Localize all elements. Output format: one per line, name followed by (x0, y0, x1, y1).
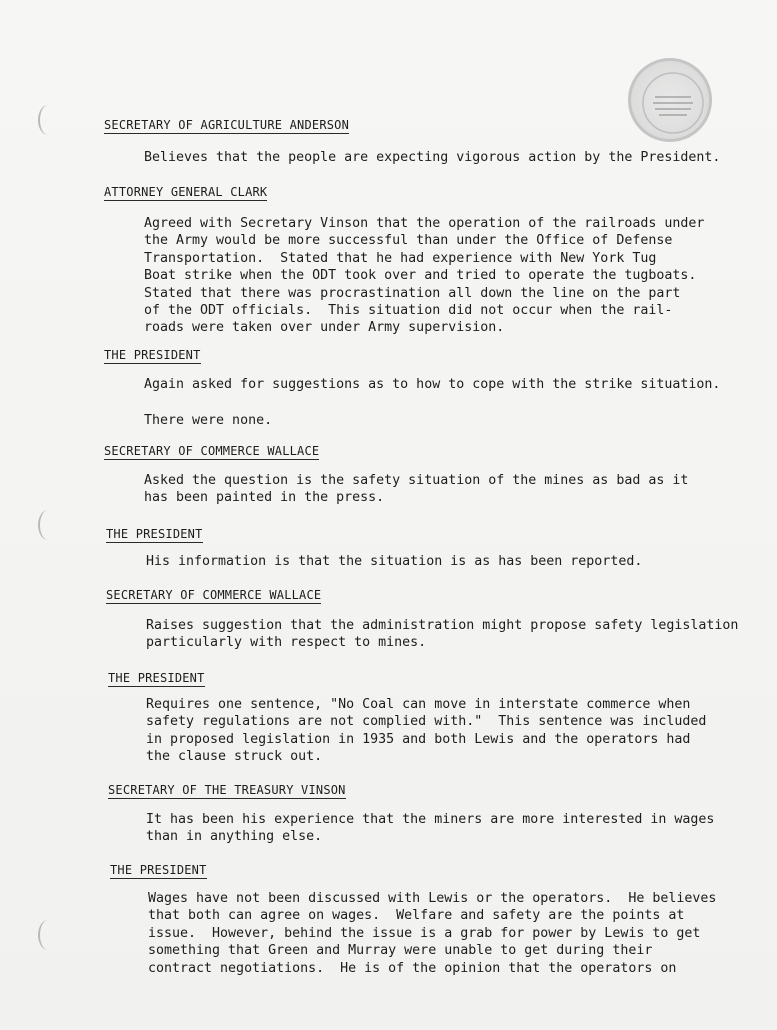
statement-text: Wages have not been discussed with Lewis or the operators. He believes that both can agree on wages. Welfare and safety are the points at issue. However, behind the issue is a grab for power by Lewis to get something that Green and Murray were unable to get during their contract negotiations. He is of the opinion that the operators on (148, 891, 717, 976)
speaker-heading: SECRETARY OF AGRICULTURE ANDERSON (104, 118, 350, 132)
speaker-heading: SECRETARY OF THE TREASURY VINSON (108, 783, 346, 797)
statement-text: Asked the question is the safety situation of the mines as bad as it has been painted in the press. (144, 473, 689, 506)
punch-hole-bottom (38, 920, 58, 950)
speaker-heading: SECRETARY OF COMMERCE WALLACE (106, 588, 322, 602)
statement-text: Raises suggestion that the administration might propose safety legislation particularly with respect to mines. (146, 618, 739, 651)
statement-text: Requires one sentence, "No Coal can move in interstate commerce when safety regulations are not complied with." This sentence was included in proposed legislation in 1935 and both Lewis and the operators had the clause struck out. (146, 697, 707, 765)
punch-hole-middle (38, 510, 58, 540)
statement-text: It has been his experience that the miners are more interested in wages than in anything else. (146, 812, 715, 845)
speaker-heading: THE PRESIDENT (110, 863, 207, 877)
statement-text: Agreed with Secretary Vinson that the operation of the railroads under the Army would be more successful than under the Office of Defense Transportation. Stated that he had experience with New York Tug Boat strike when the ODT took over and tried to operate the tugboats. Stated that there was procrastination all down the line on the part of the ODT officials. This situation did not occur when the rail- roads were taken over under Army supervision. (144, 216, 705, 336)
punch-hole-top (38, 105, 58, 135)
speaker-heading: THE PRESIDENT (104, 348, 201, 362)
speaker-heading: ATTORNEY GENERAL CLARK (104, 185, 268, 199)
speaker-heading: SECRETARY OF COMMERCE WALLACE (104, 444, 320, 458)
statement-text: His information is that the situation is as has been reported. (146, 554, 643, 569)
archive-stamp-icon (631, 61, 715, 145)
statement-text: Again asked for suggestions as to how to cope with the strike situation. (144, 377, 721, 392)
statement-text: There were none. (144, 413, 273, 428)
speaker-heading: THE PRESIDENT (108, 671, 205, 685)
statement-text: Believes that the people are expecting vigorous action by the President. (144, 150, 721, 165)
speaker-heading: THE PRESIDENT (106, 527, 203, 541)
archive-stamp (628, 58, 712, 142)
